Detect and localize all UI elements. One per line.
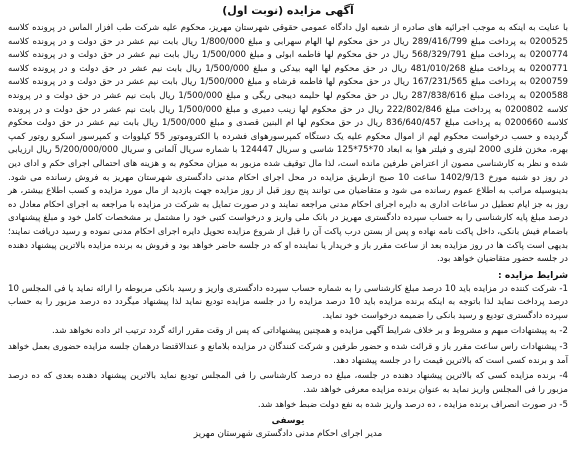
signature-title: مدیر اجرای احکام مدنی دادگستری شهرستان مهریز (193, 429, 383, 440)
signature-name: یوسفی (271, 416, 305, 427)
notice-title: آگهی مزایده (نوبت اول) (222, 4, 354, 17)
condition-2: 2- به پیشنهادات مبهم و مشروط و بر خلاف شرایط آگهی مزایده و همچنین پیشنهاداتی که پس از وقت مقرر ارائه گردد ترتیب اثر داده نخواهد شد. (51, 326, 568, 337)
conditions-title: شرایط مزایده : (498, 269, 568, 281)
notice-body: با عنایت به اینکه به موجب اجرائیه های صادره از شعبه اول دادگاه عمومی حقوقی شهرستان مهریز، محکوم علیه شرکت طب افزار الماس در پرونده کلاسه 0200525 به پرداخت مبلغ 289/416/799 ریال در حق محکوم لها الهام سهرابی و مبلغ 1/800/000 ریال بابت نیم عشر در حق دولت و در پرونده کلاسه 0200774 به پرداخت مبلغ 568/329/791 ریال در حق محکوم لها فاطمه ابوئی و مبلغ 1/500/000 ریال بابت نیم عشر در حق دولت و در پرونده کلاسه 0200771 به پرداخت مبلغ 481/010/268 ریال در حق محکوم لها الهه بیدکی و مبلغ 1/500/000 ریال بابت نیم عشر در حق دولت و در پرونده کلاسه 0200759 به پرداخت مبلغ 167/231/565 ریال در حق محکوم لها فاطمه قرشاه و مبلغ 1/500/000 ریال بابت نیم عشر در حق دولت و در پرونده کلاسه 0200588 به پرداخت مبلغ 287/838/616 ریال در حق محکوم لها حلیمه دیبجی ریگی و مبلغ 1/500/000 ریال بابت نیم عشر در حق دولت و در پرونده کلاسه 0200802 به پرداخت مبلغ 222/802/846 ریال در حق محکوم لها زینب دمیری و مبلغ 1/500/000 ریال بابت نیم عشر در حق دولت و در پرونده کلاسه 0200660 به پرداخت مبلغ 836/640/457 ریال در حق محکوم لها ام البنین قصدی و مبلغ 1/500/000 ریال بابت نیم عشر در حق دولت محکوم گردیده و حسب درخواست محکوم لهم از اموال محکوم علیه یک دستگاه کمپرسورهوای فشرده با الکتروموتور 55 کیلووات و کمپرسور اسکرو روتور کمپ بهره، مخزن فلزی 2000 لیتری و فیلتر هوا به ابعاد 70*75*125 شاسی و سریال 124447 با شماره سریال آلمانی و سریال 5/200/000/000 ریال ارزیابی شده و نظر به کارشناسی مصون از اعتراض طرفین مانده است، لذا مال توقیف شده مزبور به میزان محکوم به و هزینه های احتمالی اجرای حکم و ادای دین در روز دو شنبه مورخ 1402/9/13 ساعت 10 صبح ازطریق مزایده در محل اجرای احکام مدنی دادگستری شهرستان مهریز به فروش رسانده می شود. بدینوسیله مراتب به اطلاع عموم رسانده می شود و متقاضیان می توانند پنج روز قبل از روز مزایده جهت بازدید از مال مورد مزایده و کسب اطلاع بیشتر، هر روز به جز ایام تعطیل در ساعات اداری به دایره اجرای احکام مدنی مراجعه نمایند و در صورت تمایل به شرکت در مزایده با مراجعه به اجرای احکام معادل ده درصد مبلغ پایه کارشناسی را به حساب سپرده دادگستری مهریز در بانک ملی واریز و درخواست کتبی خود را مشتمل بر مشخصات کامل خود و مبلغ پیشنهادی باضمام فیش بانکی، داخل پاکت نامه نهاده و پس از بستن درب پاکت آن را قبل از شروع مزایده تحویل دایره اجرای احکام مدنی نموده و رسید دریافت نمایند؛ بدیهی است پاکت ها در روز مزایده بعد از ساعت مقرر باز و خریدار یا نماینده او که در جلسه حاضر خواهد بود و فروش به برنده مزایده بالاترین پیشنهاد دهنده در جلسه حضور متقاضیان خواهد بود. (8, 23, 569, 265)
condition-1: 1- شرکت کننده در مزایده باید 10 درصد مبلغ کارشناسی را به شماره حساب سپرده دادگستری واریز و رسید بانکی مربوطه را ارائه نماید یا فی المجلس 10 درصد پرداخت نماید لذا باتوجه به اینکه برنده مزایده باید 10 درصد مزایده را در جلسه مزایده تودیع نماید لذا پیشنهاد میگردد ده درصد مزبور را به حساب سپرده دادگستری تودیع و رسید بانکی را ضمیمه درخواست خود نماید. (8, 283, 568, 321)
condition-4: 4- برنده مزایده کسی که بالاترین پیشنهاد دهنده در جلسه، مبلغ ده درصد کارشناسی را فی المجلس تودیع نماید بالاترین پیشنهاد دهنده بعدی که ده درصد مزبور را فی المجلس واریز نماید به عنوان برنده مزایده معرفی خواهد شد. (8, 371, 568, 395)
condition-3: 3- پیشنهادات راس ساعت مقرر باز و قرائت شده و حضور طرفین و شرکت کنندگان در مزایده بلامانع و عندالاقتضا درهمان جلسه مزایده حضوری بعمل خواهد آمد و برنده کسی است که بالاترین قیمت را در جلسه پیشنهاد دهد. (8, 342, 568, 366)
condition-5: 5- در صورت انصراف برنده مزایده ، ده درصد واریز شده به نفع دولت ضبط خواهد شد. (257, 400, 568, 411)
signature-block (8, 415, 568, 441)
